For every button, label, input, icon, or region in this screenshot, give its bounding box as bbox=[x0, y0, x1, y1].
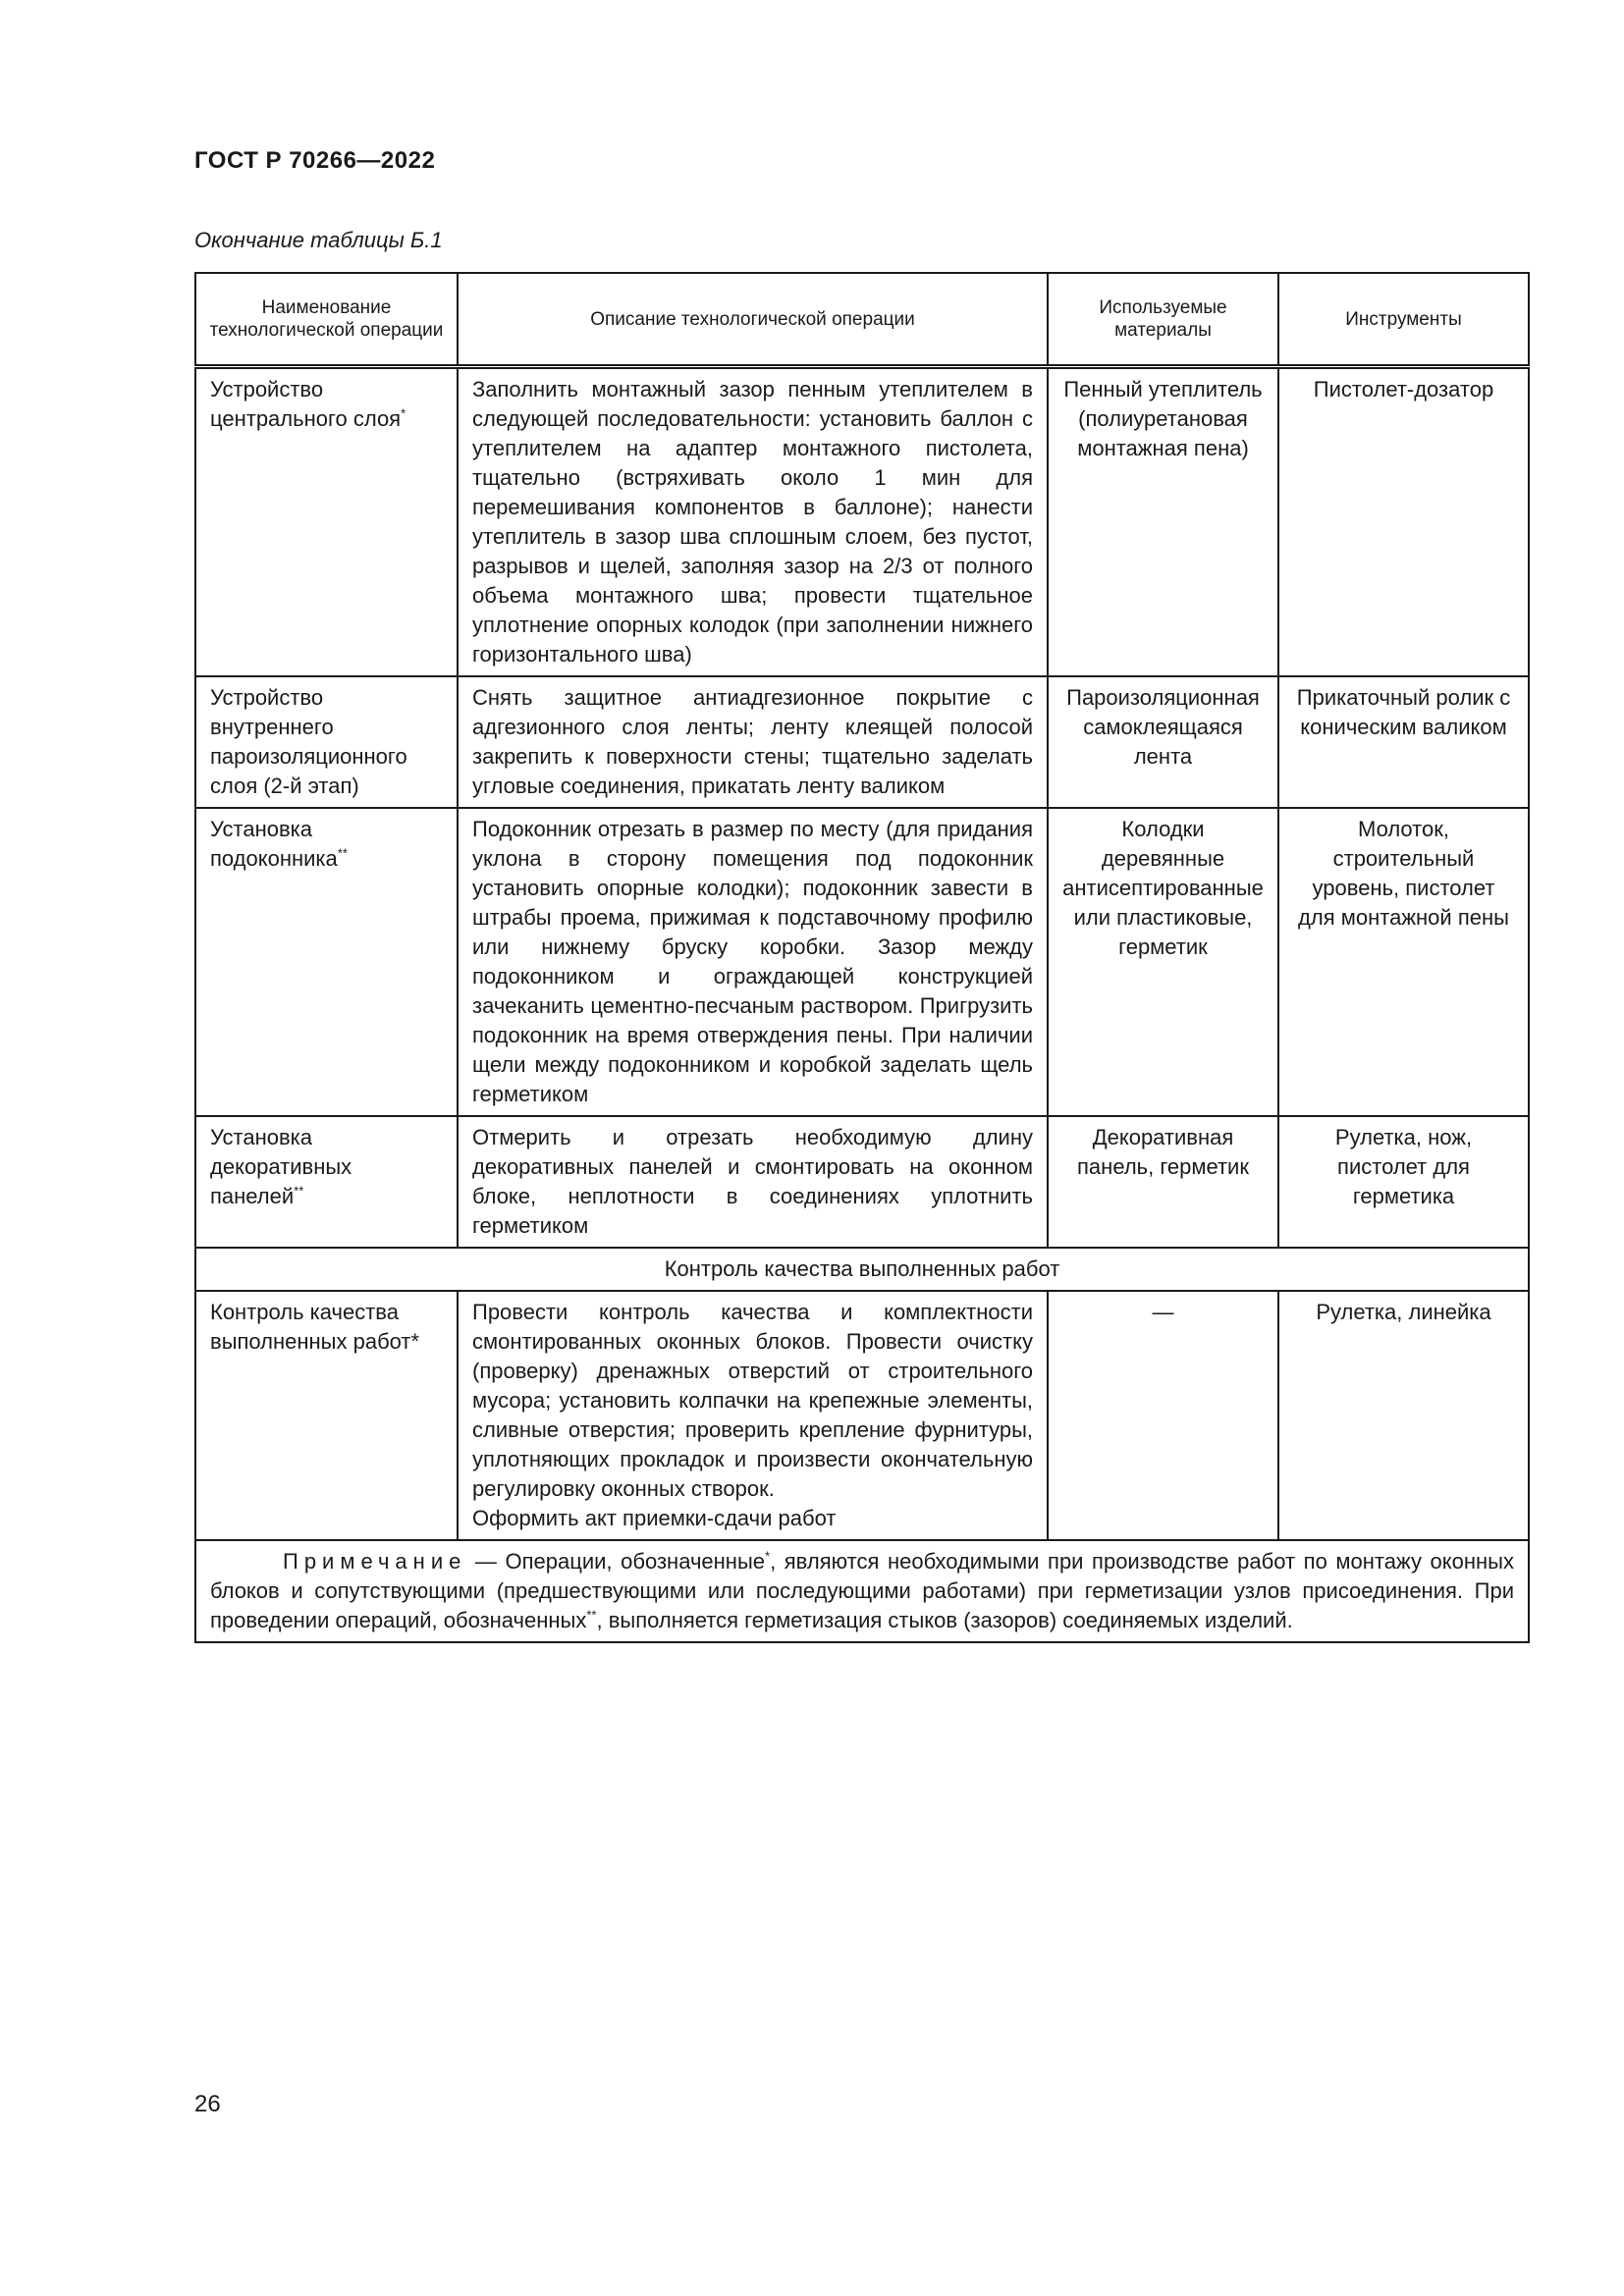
materials-cell: Декоративная панель, герметик bbox=[1048, 1116, 1278, 1248]
operation-cell bbox=[195, 808, 458, 1116]
table-row bbox=[195, 367, 1529, 677]
table-note bbox=[195, 1540, 1529, 1642]
column-header-tools: Инструменты bbox=[1278, 273, 1529, 367]
note-label: Примечание bbox=[283, 1549, 467, 1574]
table-row bbox=[195, 676, 1529, 808]
operation-cell: Контроль качества выполненных работ* bbox=[195, 1291, 458, 1540]
operations-table bbox=[194, 272, 1530, 1643]
materials-cell: — bbox=[1048, 1291, 1278, 1540]
column-header-materials: Используемые материалы bbox=[1048, 273, 1278, 367]
tools-cell: Рулетка, нож, пистолет для герметика bbox=[1278, 1116, 1529, 1248]
operation-cell bbox=[195, 1116, 458, 1248]
footnote-mark: ** bbox=[337, 845, 348, 861]
section-title: Контроль качества выполненных работ bbox=[195, 1248, 1529, 1291]
footnote-mark: * bbox=[401, 405, 406, 421]
table-row bbox=[195, 1291, 1529, 1540]
column-header-description: Описание технологической операции bbox=[458, 273, 1048, 367]
description-cell: Заполнить монтажный зазор пенным утеплителем в следующей последовательности: установить баллон с утеплителем на адаптер монтажного пистолета, тщательно (встряхивать около 1 мин для перемешивания компонентов в баллоне); нанести утеплитель в зазор шва сплошным слоем, без пустот, разрывов и щелей, заполняя зазор на 2/3 от полного объема монтажного шва; провести тщательное уплотнение опорных колодок (при заполнении нижнего горизонтального шва) bbox=[458, 367, 1048, 677]
tools-cell: Пистолет-дозатор bbox=[1278, 367, 1529, 677]
operation-cell bbox=[195, 367, 458, 677]
description-cell: Подоконник отрезать в размер по месту (для придания уклона в сторону помещения под подоконник установить опорные колодки); подоконник завести в штрабы проема, прижимая к подставочному профилю или нижнему бруску коробки. Зазор между подоконником и ограждающей конструкцией зачеканить цементно-песчаным раствором. Пригрузить подоконник на время отверждения пены. При наличии щели между подоконником и коробкой заделать щель герметиком bbox=[458, 808, 1048, 1116]
operation-name: Устройство центрального слоя bbox=[210, 377, 402, 431]
column-header-operation: Наименование технологической операции bbox=[195, 273, 458, 367]
note-text: — Операции, обозначенные bbox=[466, 1549, 765, 1574]
note-text: , являются необходимыми при производстве работ по монтажу оконных блоков и сопутствующими (предшествующими или последующими работами) при герметизации узлов присоединения. При проведении операций, обозначенных bbox=[210, 1549, 1514, 1632]
table-header-row bbox=[195, 273, 1529, 367]
description-cell: Отмерить и отрезать необходимую длину декоративных панелей и смонтировать на оконном блоке, неплотности в соединениях уплотнить герметиком bbox=[458, 1116, 1048, 1248]
footnote-mark: ** bbox=[294, 1183, 304, 1199]
note-row bbox=[195, 1540, 1529, 1642]
materials-cell: Колодки деревянные антисептированные или пластиковые, герметик bbox=[1048, 808, 1278, 1116]
section-row bbox=[195, 1248, 1529, 1291]
table-row bbox=[195, 808, 1529, 1116]
footnote-mark: * bbox=[765, 1548, 771, 1564]
description-text-2: Оформить акт приемки-сдачи работ bbox=[472, 1506, 837, 1530]
materials-cell: Пароизоляционная самоклеящаяся лента bbox=[1048, 676, 1278, 808]
operation-name: Устройство внутреннего пароизоляционного слоя (2-й этап) bbox=[210, 685, 407, 798]
note-text: , выполняется герметизация стыков (зазоров) соединяемых изделий. bbox=[596, 1608, 1293, 1632]
materials-cell: Пенный утеплитель (полиуретановая монтажная пена) bbox=[1048, 367, 1278, 677]
tools-cell: Рулетка, линейка bbox=[1278, 1291, 1529, 1540]
tools-cell: Прикаточный ролик с коническим валиком bbox=[1278, 676, 1529, 808]
footnote-mark: ** bbox=[586, 1607, 597, 1623]
table-row bbox=[195, 1116, 1529, 1248]
tools-cell: Молоток, строительный уровень, пистолет для монтажной пены bbox=[1278, 808, 1529, 1116]
document-header: ГОСТ Р 70266—2022 bbox=[194, 147, 436, 174]
description-text: Провести контроль качества и комплектности смонтированных оконных блоков. Провести очистку (проверку) дренажных отверстий от строительного мусора; установить колпачки на крепежные элементы, сливные отверстия; проверить крепление фурнитуры, уплотняющих прокладок и произвести окончательную регулировку оконных створок. bbox=[472, 1300, 1033, 1501]
page-number: 26 bbox=[194, 2091, 221, 2117]
table-caption: Окончание таблицы Б.1 bbox=[194, 228, 443, 252]
operation-cell bbox=[195, 676, 458, 808]
operation-name: Установка декоративных панелей bbox=[210, 1125, 352, 1208]
operation-name: Установка подоконника bbox=[210, 817, 338, 871]
description-cell bbox=[458, 1291, 1048, 1540]
description-cell: Снять защитное антиадгезионное покрытие с адгезионного слоя ленты; ленту клеящей полосой закрепить к поверхности стены; тщательно заделать угловые соединения, прикатать ленту валиком bbox=[458, 676, 1048, 808]
